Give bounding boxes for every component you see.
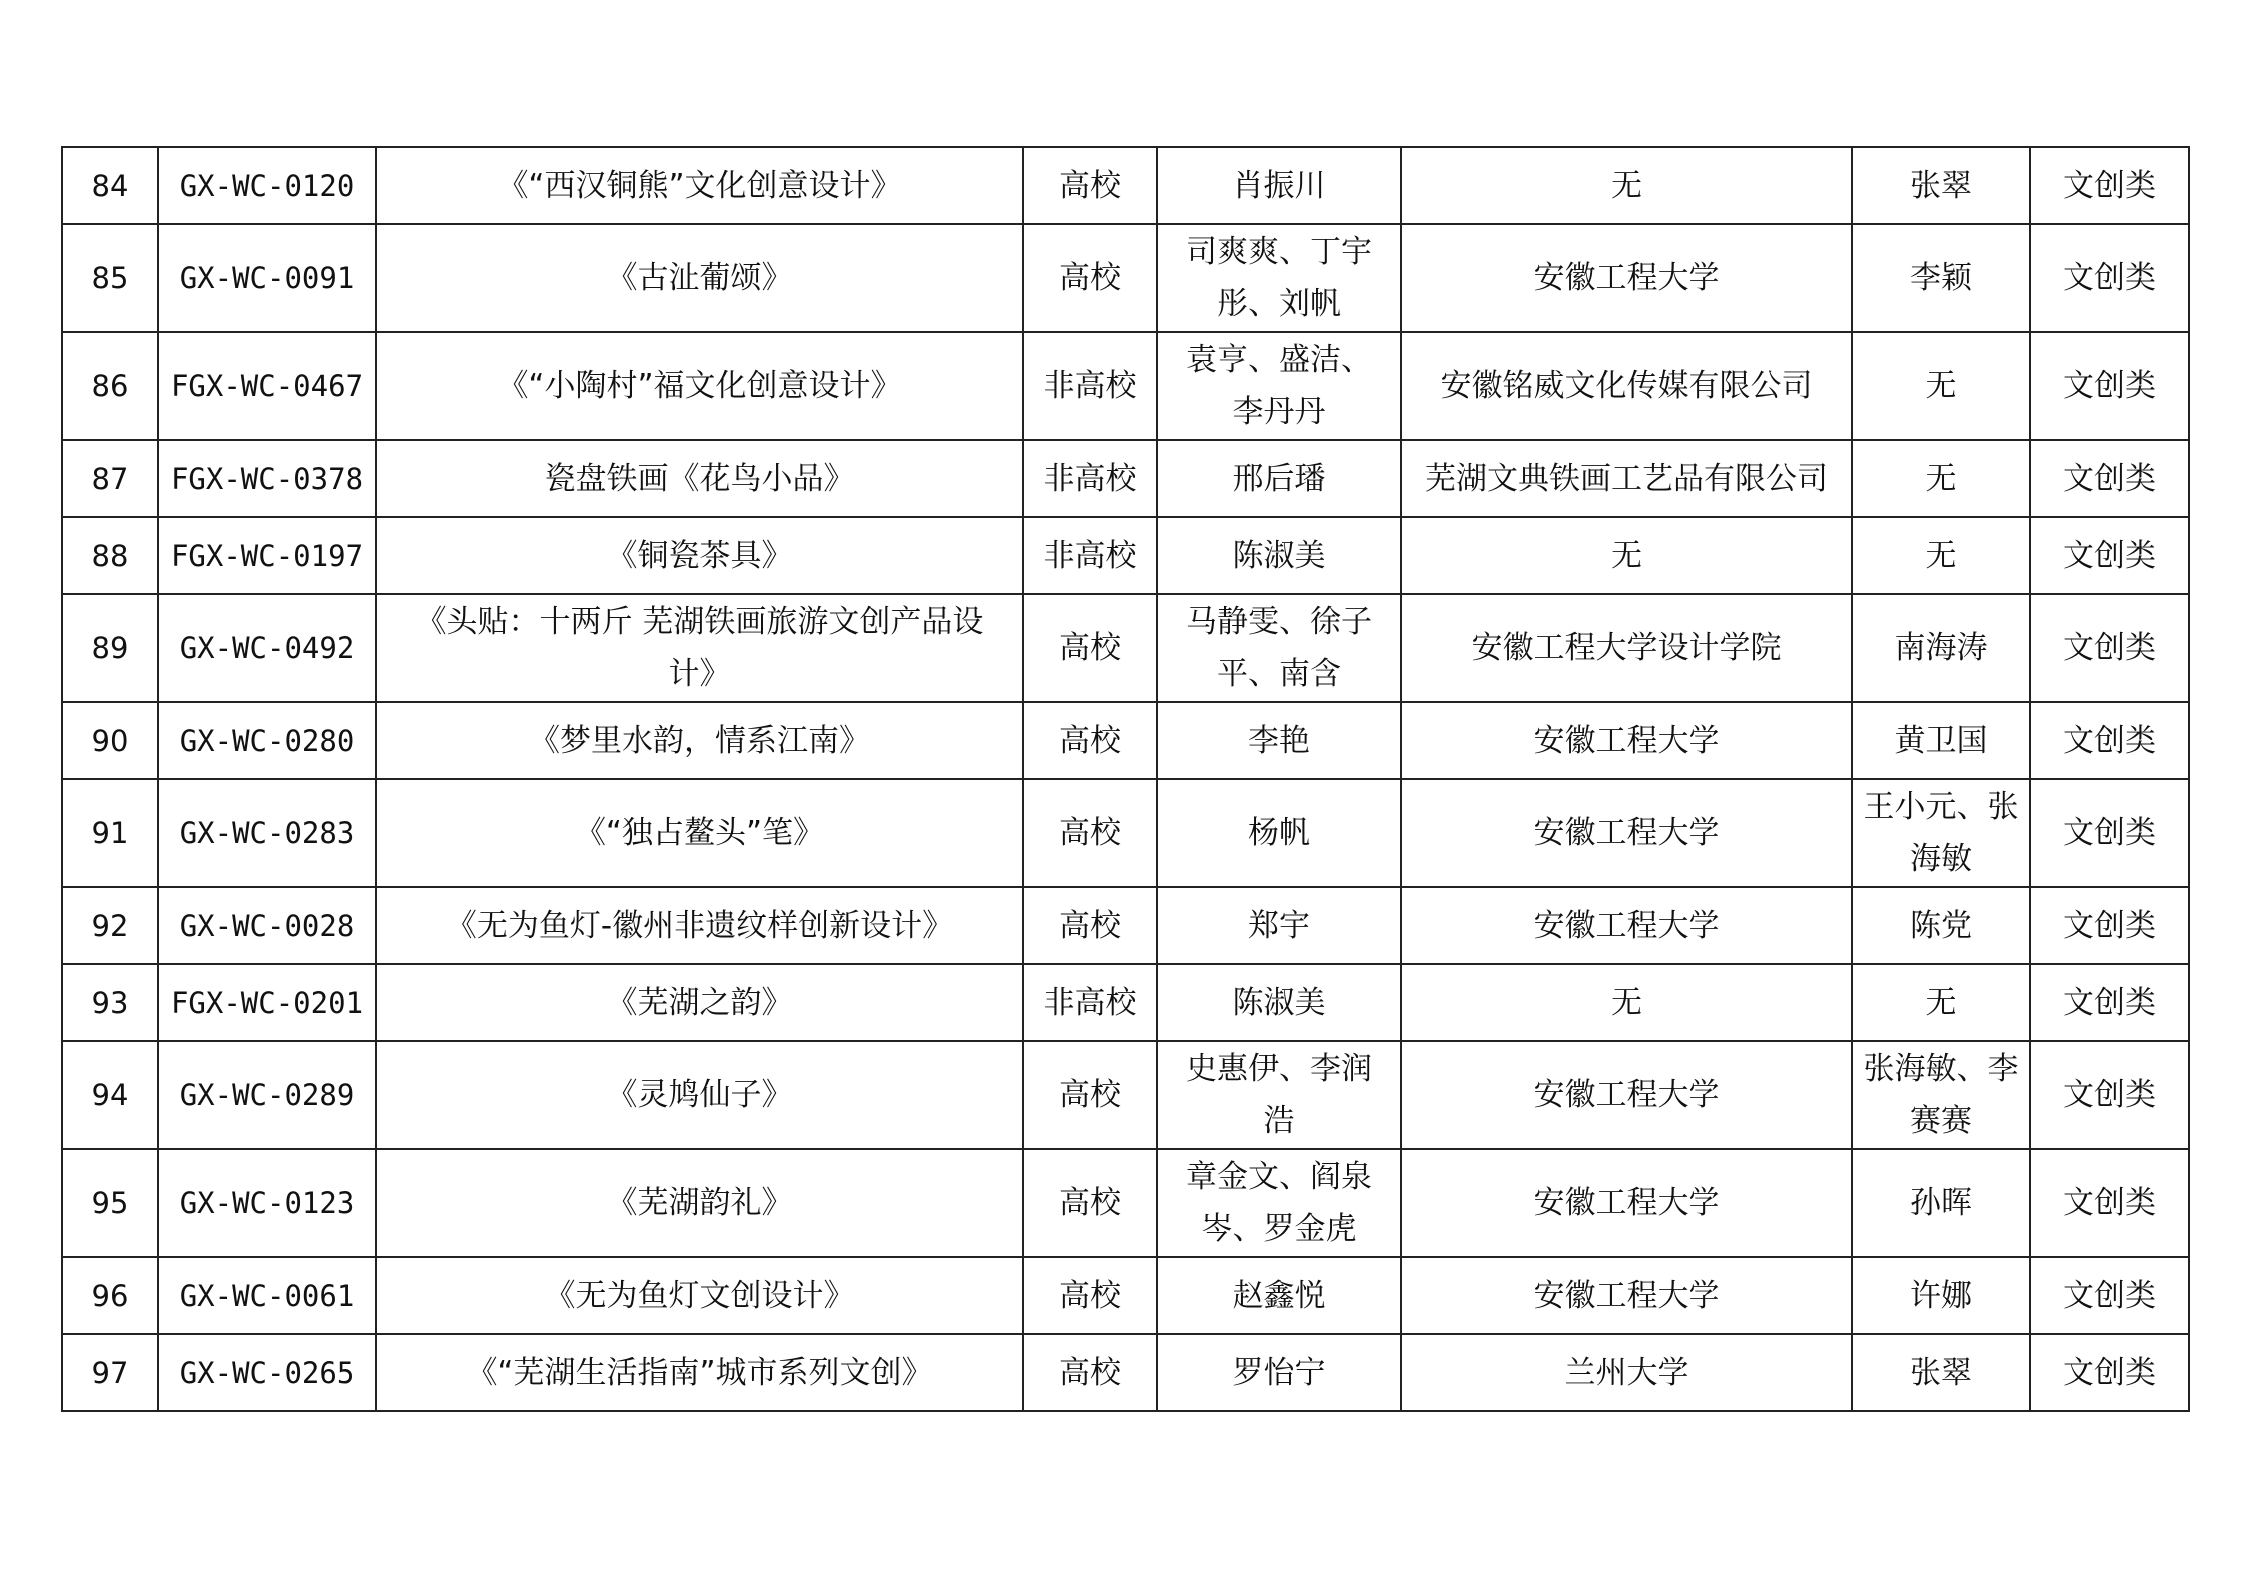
table-row <box>62 964 2189 1041</box>
table-row <box>62 779 2189 887</box>
entry-code-cell: GX-WC-0492 <box>158 594 376 702</box>
entry-number-cell: 87 <box>62 440 158 517</box>
table-row <box>62 147 2189 224</box>
entry-unit-cell: 安徽铭威文化传媒有限公司 <box>1401 332 1852 440</box>
entry-title-cell: 《古沚葡颂》 <box>376 224 1023 332</box>
entry-type-cell: 高校 <box>1023 594 1157 702</box>
entry-authors-cell: 郑宇 <box>1157 887 1401 964</box>
entry-title-cell: 《“芜湖生活指南”城市系列文创》 <box>376 1334 1023 1411</box>
entry-code-cell: FGX-WC-0467 <box>158 332 376 440</box>
entry-number-cell: 89 <box>62 594 158 702</box>
entry-number-cell: 84 <box>62 147 158 224</box>
entry-teacher-cell: 黄卫国 <box>1852 702 2030 779</box>
entry-category-cell: 文创类 <box>2030 440 2189 517</box>
entry-code-cell: GX-WC-0091 <box>158 224 376 332</box>
entry-category-cell: 文创类 <box>2030 1257 2189 1334</box>
entry-type-cell: 非高校 <box>1023 964 1157 1041</box>
entry-code-cell: GX-WC-0028 <box>158 887 376 964</box>
entry-category-cell: 文创类 <box>2030 224 2189 332</box>
entry-type-cell: 非高校 <box>1023 332 1157 440</box>
entry-number-cell: 85 <box>62 224 158 332</box>
entry-authors-cell: 杨帆 <box>1157 779 1401 887</box>
entry-title-cell: 《无为鱼灯文创设计》 <box>376 1257 1023 1334</box>
entry-unit-cell: 安徽工程大学 <box>1401 702 1852 779</box>
entry-title-cell: 《“西汉铜熊”文化创意设计》 <box>376 147 1023 224</box>
entry-title-cell: 《梦里水韵，情系江南》 <box>376 702 1023 779</box>
entry-unit-cell: 安徽工程大学 <box>1401 224 1852 332</box>
entry-unit-cell: 芜湖文典铁画工艺品有限公司 <box>1401 440 1852 517</box>
entry-number-cell: 91 <box>62 779 158 887</box>
table-row <box>62 224 2189 332</box>
entry-type-cell: 高校 <box>1023 147 1157 224</box>
entry-number-cell: 88 <box>62 517 158 594</box>
entry-type-cell: 非高校 <box>1023 517 1157 594</box>
entry-category-cell: 文创类 <box>2030 147 2189 224</box>
entry-code-cell: FGX-WC-0201 <box>158 964 376 1041</box>
entry-authors-cell: 赵鑫悦 <box>1157 1257 1401 1334</box>
entry-title-cell: 《灵鸠仙子》 <box>376 1041 1023 1149</box>
entry-number-cell: 90 <box>62 702 158 779</box>
entry-type-cell: 高校 <box>1023 1041 1157 1149</box>
entry-title-cell: 《无为鱼灯-徽州非遗纹样创新设计》 <box>376 887 1023 964</box>
table-row <box>62 702 2189 779</box>
entry-code-cell: GX-WC-0289 <box>158 1041 376 1149</box>
entry-unit-cell: 安徽工程大学 <box>1401 1149 1852 1257</box>
entry-code-cell: FGX-WC-0378 <box>158 440 376 517</box>
entry-authors-cell: 罗怡宁 <box>1157 1334 1401 1411</box>
entry-unit-cell: 兰州大学 <box>1401 1334 1852 1411</box>
table-row <box>62 440 2189 517</box>
entry-unit-cell: 无 <box>1401 517 1852 594</box>
entry-category-cell: 文创类 <box>2030 332 2189 440</box>
entry-type-cell: 高校 <box>1023 779 1157 887</box>
entry-type-cell: 高校 <box>1023 1334 1157 1411</box>
entry-number-cell: 93 <box>62 964 158 1041</box>
table-row <box>62 887 2189 964</box>
entry-teacher-cell: 无 <box>1852 440 2030 517</box>
table-row <box>62 1334 2189 1411</box>
entry-unit-cell: 安徽工程大学 <box>1401 1041 1852 1149</box>
entry-authors-cell: 肖振川 <box>1157 147 1401 224</box>
entry-authors-cell: 袁亨、盛洁、李丹丹 <box>1157 332 1401 440</box>
entry-unit-cell: 安徽工程大学设计学院 <box>1401 594 1852 702</box>
entry-authors-cell: 陈淑美 <box>1157 517 1401 594</box>
table-body <box>62 147 2189 1411</box>
entry-title-cell: 瓷盘铁画《花鸟小品》 <box>376 440 1023 517</box>
entry-authors-cell: 邢后璠 <box>1157 440 1401 517</box>
entry-teacher-cell: 王小元、张海敏 <box>1852 779 2030 887</box>
entry-authors-cell: 章金文、阎泉岑、罗金虎 <box>1157 1149 1401 1257</box>
entry-teacher-cell: 孙晖 <box>1852 1149 2030 1257</box>
entry-code-cell: GX-WC-0123 <box>158 1149 376 1257</box>
table-row <box>62 1041 2189 1149</box>
entry-category-cell: 文创类 <box>2030 1334 2189 1411</box>
entry-code-cell: GX-WC-0061 <box>158 1257 376 1334</box>
entry-authors-cell: 陈淑美 <box>1157 964 1401 1041</box>
entry-type-cell: 高校 <box>1023 887 1157 964</box>
entry-title-cell: 《芜湖之韵》 <box>376 964 1023 1041</box>
entry-number-cell: 96 <box>62 1257 158 1334</box>
entry-category-cell: 文创类 <box>2030 964 2189 1041</box>
entry-title-cell: 《“独占鳌头”笔》 <box>376 779 1023 887</box>
entry-code-cell: GX-WC-0283 <box>158 779 376 887</box>
entry-teacher-cell: 张翠 <box>1852 1334 2030 1411</box>
entry-unit-cell: 无 <box>1401 147 1852 224</box>
entry-authors-cell: 马静雯、徐子平、南含 <box>1157 594 1401 702</box>
entry-title-cell: 《铜瓷茶具》 <box>376 517 1023 594</box>
entries-table <box>61 146 2190 1412</box>
entry-teacher-cell: 张翠 <box>1852 147 2030 224</box>
entry-teacher-cell: 无 <box>1852 332 2030 440</box>
entry-category-cell: 文创类 <box>2030 887 2189 964</box>
entry-category-cell: 文创类 <box>2030 779 2189 887</box>
entry-authors-cell: 司爽爽、丁宇彤、刘帆 <box>1157 224 1401 332</box>
entry-title-cell: 《芜湖韵礼》 <box>376 1149 1023 1257</box>
entry-code-cell: GX-WC-0280 <box>158 702 376 779</box>
entry-teacher-cell: 许娜 <box>1852 1257 2030 1334</box>
entry-type-cell: 高校 <box>1023 702 1157 779</box>
entry-unit-cell: 安徽工程大学 <box>1401 1257 1852 1334</box>
entry-type-cell: 高校 <box>1023 1149 1157 1257</box>
table-row <box>62 1257 2189 1334</box>
entry-type-cell: 高校 <box>1023 224 1157 332</box>
entry-type-cell: 高校 <box>1023 1257 1157 1334</box>
table-row <box>62 1149 2189 1257</box>
entry-number-cell: 97 <box>62 1334 158 1411</box>
entry-teacher-cell: 无 <box>1852 964 2030 1041</box>
entry-unit-cell: 安徽工程大学 <box>1401 779 1852 887</box>
entry-category-cell: 文创类 <box>2030 702 2189 779</box>
entry-teacher-cell: 南海涛 <box>1852 594 2030 702</box>
entry-title-cell: 《“小陶村”福文化创意设计》 <box>376 332 1023 440</box>
entry-category-cell: 文创类 <box>2030 517 2189 594</box>
entry-number-cell: 95 <box>62 1149 158 1257</box>
table-row <box>62 517 2189 594</box>
entry-category-cell: 文创类 <box>2030 1041 2189 1149</box>
entry-teacher-cell: 李颖 <box>1852 224 2030 332</box>
entry-code-cell: FGX-WC-0197 <box>158 517 376 594</box>
table-row <box>62 594 2189 702</box>
entry-unit-cell: 安徽工程大学 <box>1401 887 1852 964</box>
entry-category-cell: 文创类 <box>2030 594 2189 702</box>
entry-teacher-cell: 陈党 <box>1852 887 2030 964</box>
entry-teacher-cell: 无 <box>1852 517 2030 594</box>
entry-code-cell: GX-WC-0265 <box>158 1334 376 1411</box>
entry-category-cell: 文创类 <box>2030 1149 2189 1257</box>
entry-authors-cell: 史惠伊、李润浩 <box>1157 1041 1401 1149</box>
entry-number-cell: 86 <box>62 332 158 440</box>
entry-authors-cell: 李艳 <box>1157 702 1401 779</box>
entry-code-cell: GX-WC-0120 <box>158 147 376 224</box>
entry-number-cell: 92 <box>62 887 158 964</box>
entry-teacher-cell: 张海敏、李赛赛 <box>1852 1041 2030 1149</box>
entry-number-cell: 94 <box>62 1041 158 1149</box>
entry-unit-cell: 无 <box>1401 964 1852 1041</box>
entry-title-cell: 《头贴：十两斤 芜湖铁画旅游文创产品设计》 <box>376 594 1023 702</box>
entry-type-cell: 非高校 <box>1023 440 1157 517</box>
table-row <box>62 332 2189 440</box>
